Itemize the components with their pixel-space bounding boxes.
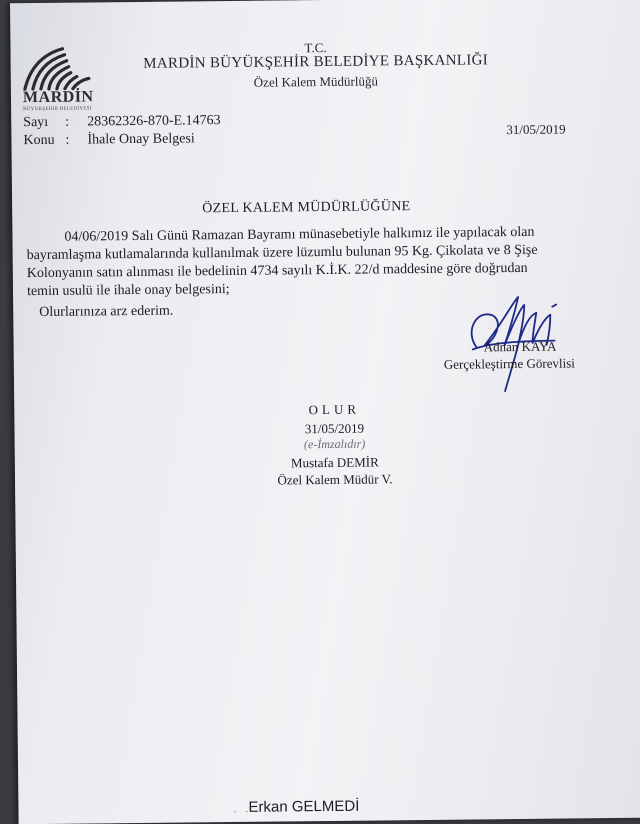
approval-olur: OLUR [308, 401, 361, 418]
body-line-1: 04/06/2019 Salı Günü Ramazan Bayramı münasebetiyle halkımız ile yapılacak olan [64, 224, 535, 245]
sayi-label: Sayı [23, 114, 49, 131]
header-department: Özel Kalem Müdürlüğü [253, 73, 379, 90]
body-line-4: temin usulü ile ihale onay belgesini; [26, 282, 230, 300]
meta-konu-row [23, 131, 194, 149]
body-line-closing: Olurlarınıza arz ederim. [39, 303, 174, 321]
body-line-3: Kolonyanın satın alınması ile bedelinin 4734 sayılı K.İ.K. 22/d maddesine göre doğrudan [26, 260, 528, 282]
signer-role: Gerçekleştirme Görevlisi [443, 355, 575, 372]
konu-separator: : [65, 132, 70, 148]
header-tc: T.C. [304, 39, 327, 56]
approver-title: Özel Kalem Müdür V. [277, 471, 393, 488]
approval-date: 31/05/2019 [304, 420, 365, 437]
footer-name: Erkan GELMEDİ [248, 797, 360, 816]
document-page [10, 0, 640, 824]
logo-subtext: BÜYÜKŞEHİR BELEDİYESİ [23, 106, 92, 113]
header-institution: MARDİN BÜYÜKŞEHİR BELEDİYE BAŞKANLIĞI [143, 52, 489, 72]
signer-name: Adnan KAYA [483, 338, 557, 355]
logo-wordmark: MARDİN [22, 88, 94, 107]
e-signature-note: (e-İmzalıdır) [303, 436, 366, 452]
sayi-separator: : [65, 114, 70, 130]
addressee: ÖZEL KALEM MÜDÜRLÜĞÜNE [202, 199, 411, 217]
document-date: 31/05/2019 [506, 121, 566, 138]
body-line-2: bayramlaşma kutlamalarında kullanılmak üzere lüzumlu bulunan 95 Kg. Çikolata ve 8 Şişe [26, 242, 538, 264]
sayi-value: 28362326-870-E.14763 [87, 113, 221, 130]
meta-sayi-row [23, 113, 221, 131]
konu-label: Konu [23, 132, 55, 149]
konu-value: İhale Onay Belgesi [87, 131, 195, 148]
bottom-dotted-lead: · · [233, 806, 252, 819]
approver-name: Mustafa DEMİR [290, 454, 379, 471]
